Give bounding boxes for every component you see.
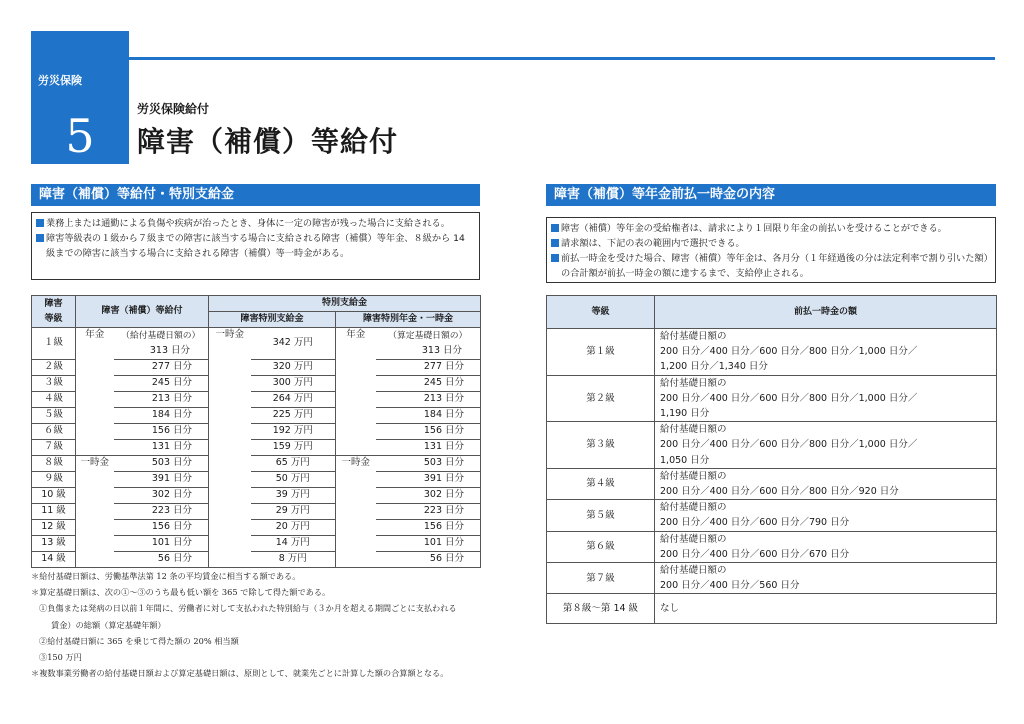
amount-label: 給付基礎日額の <box>660 502 727 514</box>
cell-special-type <box>336 392 376 408</box>
table-row <box>32 536 481 552</box>
left-info-box <box>31 212 480 280</box>
left-info-item: 業務上または通勤による負傷や疾病が治ったとき、身体に一定の障害が残った場合に支給される。 <box>36 216 475 231</box>
amount-label: 給付基礎日額の <box>660 377 727 389</box>
cell-grade: 13 級 <box>32 536 76 552</box>
chapter-number: 5 <box>65 109 95 163</box>
table-row <box>32 328 481 360</box>
cell-grade: ９級 <box>32 472 76 488</box>
cell-special-type: 一時金 <box>336 456 376 472</box>
th-special: 特別支給金 <box>209 296 481 312</box>
cell-special-pay: 50 万円 <box>251 472 336 488</box>
cell-benefit: 391 日分 <box>114 472 209 488</box>
amount-line: 1,190 日分 <box>660 408 710 420</box>
table-row <box>547 594 997 624</box>
cell-pay-type <box>209 536 251 552</box>
cell-grade: 10 級 <box>32 488 76 504</box>
right-info-item: 前払一時金を受けた場合、障害（補償）等年金は、各月分（１年経過後の分は法定利率で割り引いた額）の合計額が前払一時金の額に達するまで、支給停止される。 <box>551 251 991 281</box>
table-row <box>32 488 481 504</box>
cell-benefit: 101 日分 <box>114 536 209 552</box>
cell-pay-type <box>209 504 251 520</box>
cell-special: 101 日分 <box>376 536 481 552</box>
table-row <box>32 440 481 456</box>
table-row <box>32 504 481 520</box>
cell-special: 245 日分 <box>376 376 481 392</box>
cell-special-pay: 29 万円 <box>251 504 336 520</box>
th-amount: 前払一時金の額 <box>655 296 997 329</box>
cell-amount <box>655 500 997 531</box>
table-row <box>32 376 481 392</box>
cell-pay-type <box>209 552 251 568</box>
table-row <box>547 422 997 469</box>
table-row <box>32 392 481 408</box>
cell-rank: 第４級 <box>547 468 655 499</box>
cell-special: 391 日分 <box>376 472 481 488</box>
amount-label: 給付基礎日額の <box>660 424 727 436</box>
cell-special-type <box>336 488 376 504</box>
left-notes <box>31 568 457 681</box>
cell-grade: 11 級 <box>32 504 76 520</box>
cell-special-pay: 20 万円 <box>251 520 336 536</box>
cell-special: 503 日分 <box>376 456 481 472</box>
cell-pay-type <box>209 376 251 392</box>
note-line: ＊複数事業労働者の給付基礎日額および算定基礎日額は、原則として、就業先ごとに計算した額の合算額となる。 <box>31 668 449 679</box>
page-subtitle: 労災保険給付 <box>137 102 210 116</box>
right-info-item: 請求額は、下記の表の範囲内で選択できる。 <box>551 236 991 251</box>
cell-special-pay: 65 万円 <box>251 456 336 472</box>
cell-benefit: （給付基礎日額の） 313 日分 <box>114 328 209 360</box>
cell-special-pay: 192 万円 <box>251 424 336 440</box>
cell-benefit-type: 年金 <box>76 328 114 360</box>
cell-special: 156 日分 <box>376 424 481 440</box>
cell-special-type <box>336 440 376 456</box>
cell-amount <box>655 422 997 469</box>
cell-rank: 第２級 <box>547 375 655 422</box>
cell-special-pay: 159 万円 <box>251 440 336 456</box>
amount-line: 1,050 日分 <box>660 454 710 466</box>
table-row <box>32 520 481 536</box>
cell-rank: 第６級 <box>547 531 655 562</box>
note-line: 賃金）の総額（算定基礎年額） <box>51 619 166 630</box>
note-line: ＊算定基礎日額は、次の①〜③のうち最も低い額を 365 で除して得た額である。 <box>31 587 331 598</box>
chapter-tag: 労災保険 <box>38 74 82 87</box>
cell-benefit-type <box>76 360 114 376</box>
bullet-square-icon <box>551 224 559 232</box>
cell-special: 302 日分 <box>376 488 481 504</box>
cell-special-pay: 14 万円 <box>251 536 336 552</box>
cell-special-type <box>336 536 376 552</box>
cell-rank: 第３級 <box>547 422 655 469</box>
cell-grade: ５級 <box>32 408 76 424</box>
cell-grade: ３級 <box>32 376 76 392</box>
table-row <box>547 563 997 594</box>
table-row <box>32 424 481 440</box>
table-row <box>32 360 481 376</box>
cell-pay-type <box>209 360 251 376</box>
amount-label: 給付基礎日額の <box>660 533 727 545</box>
table-row <box>32 472 481 488</box>
cell-pay-type <box>209 456 251 472</box>
right-info-box <box>546 217 996 283</box>
cell-special-pay: 8 万円 <box>251 552 336 568</box>
cell-benefit: 184 日分 <box>114 408 209 424</box>
right-section-title: 障害（補償）等年金前払一時金の内容 <box>546 184 996 206</box>
cell-benefit-type <box>76 440 114 456</box>
cell-special-type <box>336 472 376 488</box>
table-row <box>547 375 997 422</box>
amount-label: 給付基礎日額の <box>660 331 727 342</box>
amount-line: 200 日分／400 日分／600 日分／800 日分／1,000 日分／ <box>660 439 918 451</box>
left-info-item: 障害等級表の１級から７級までの障害に該当する場合に支給される障害（補償）等年金、８級から 14 級までの障害に該当する場合に支給される障害（補償）等一時金がある。 <box>36 231 475 261</box>
cell-rank: 第８級〜第 14 級 <box>547 594 655 624</box>
table-row <box>547 468 997 499</box>
cell-special: 213 日分 <box>376 392 481 408</box>
amount-line: 200 日分／400 日分／600 日分／800 日分／920 日分 <box>660 486 899 498</box>
amount-line: 200 日分／400 日分／560 日分 <box>660 580 800 592</box>
table-row <box>32 552 481 568</box>
cell-special: 156 日分 <box>376 520 481 536</box>
cell-special-type: 年金 <box>336 328 376 360</box>
cell-special-type <box>336 376 376 392</box>
cell-special: 131 日分 <box>376 440 481 456</box>
cell-special-pay: 300 万円 <box>251 376 336 392</box>
cell-pay-type <box>209 392 251 408</box>
cell-benefit-type <box>76 376 114 392</box>
cell-benefit: 503 日分 <box>114 456 209 472</box>
cell-benefit-type <box>76 504 114 520</box>
note-line: ①負傷または発病の日以前１年間に、労働者に対して支払われた特別給与（３か月を超える期間ごとに支払われる <box>39 603 457 614</box>
cell-benefit: 156 日分 <box>114 520 209 536</box>
cell-amount <box>655 468 997 499</box>
bullet-square-icon <box>36 234 44 242</box>
cell-pay-type <box>209 424 251 440</box>
cell-special-pay: 342 万円 <box>251 328 336 360</box>
bullet-square-icon <box>551 254 559 262</box>
bullet-square-icon <box>551 239 559 247</box>
lump-sum-table <box>546 295 997 624</box>
cell-benefit-type <box>76 520 114 536</box>
th-rank: 等級 <box>547 296 655 329</box>
note-line: ②給付基礎日額に 365 を乗じて得た額の 20% 相当額 <box>39 635 239 646</box>
cell-benefit-type <box>76 392 114 408</box>
cell-grade: ７級 <box>32 440 76 456</box>
cell-benefit-type <box>76 552 114 568</box>
cell-amount: なし <box>655 594 997 624</box>
amount-label: 給付基礎日額の <box>660 470 727 482</box>
cell-benefit: 156 日分 <box>114 424 209 440</box>
cell-grade: ４級 <box>32 392 76 408</box>
cell-grade: ８級 <box>32 456 76 472</box>
th-benefit: 障害（補償）等給付 <box>76 296 209 328</box>
cell-pay-type <box>209 488 251 504</box>
cell-benefit-type <box>76 488 114 504</box>
table-row <box>547 329 997 376</box>
amount-label: 給付基礎日額の <box>660 565 727 577</box>
right-info-item: 障害（補償）等年金の受給権者は、請求により１回限り年金の前払いを受けることができる。 <box>551 221 991 236</box>
left-section-title: 障害（補償）等給付・特別支給金 <box>31 184 480 206</box>
page-title: 障害（補償）等給付 <box>137 125 399 158</box>
cell-amount <box>655 563 997 594</box>
benefit-unit-note: （給付基礎日額の） <box>121 331 201 341</box>
cell-special-type <box>336 520 376 536</box>
cell-pay-type <box>209 408 251 424</box>
amount-line: 200 日分／400 日分／600 日分／670 日分 <box>660 548 850 560</box>
cell-special-pay: 39 万円 <box>251 488 336 504</box>
cell-grade: 14 級 <box>32 552 76 568</box>
table-row <box>32 456 481 472</box>
cell-special-pay: 320 万円 <box>251 360 336 376</box>
cell-special: 56 日分 <box>376 552 481 568</box>
cell-amount <box>655 329 997 376</box>
cell-benefit: 277 日分 <box>114 360 209 376</box>
header-rule <box>129 57 995 60</box>
amount-line: 1,200 日分／1,340 日分 <box>660 361 768 373</box>
benefit-table <box>31 295 481 568</box>
cell-rank: 第７級 <box>547 563 655 594</box>
cell-special: （算定基礎日額の） 313 日分 <box>376 328 481 360</box>
cell-pay-type: 一時金 <box>209 328 251 360</box>
cell-special-type <box>336 504 376 520</box>
cell-benefit-type <box>76 536 114 552</box>
cell-special: 277 日分 <box>376 360 481 376</box>
cell-grade: ６級 <box>32 424 76 440</box>
chapter-block <box>31 31 129 164</box>
cell-grade: 12 級 <box>32 520 76 536</box>
table-row <box>547 500 997 531</box>
cell-pay-type <box>209 520 251 536</box>
note-line: ＊給付基礎日額は、労働基準法第 12 条の平均賃金に相当する額である。 <box>31 571 301 581</box>
cell-rank: 第１級 <box>547 329 655 376</box>
cell-benefit: 223 日分 <box>114 504 209 520</box>
cell-benefit: 213 日分 <box>114 392 209 408</box>
cell-special-type <box>336 552 376 568</box>
th-special-pay: 障害特別支給金 <box>209 312 336 328</box>
cell-special: 184 日分 <box>376 408 481 424</box>
cell-special-type <box>336 424 376 440</box>
cell-pay-type <box>209 472 251 488</box>
cell-benefit: 56 日分 <box>114 552 209 568</box>
amount-line: 200 日分／400 日分／600 日分／800 日分／1,000 日分／ <box>660 346 918 358</box>
bullet-square-icon <box>36 219 44 227</box>
cell-pay-type <box>209 440 251 456</box>
cell-grade: １級 <box>32 328 76 360</box>
th-grade: 障害 等級 <box>32 296 76 328</box>
cell-rank: 第５級 <box>547 500 655 531</box>
cell-benefit-type: 一時金 <box>76 456 114 472</box>
cell-special-pay: 225 万円 <box>251 408 336 424</box>
table-row <box>547 531 997 562</box>
cell-benefit: 131 日分 <box>114 440 209 456</box>
cell-special: 223 日分 <box>376 504 481 520</box>
cell-benefit-type <box>76 424 114 440</box>
th-special-pension: 障害特別年金・一時金 <box>336 312 481 328</box>
cell-benefit: 245 日分 <box>114 376 209 392</box>
amount-line: 200 日分／400 日分／600 日分／790 日分 <box>660 517 850 529</box>
cell-amount <box>655 531 997 562</box>
cell-benefit: 302 日分 <box>114 488 209 504</box>
cell-benefit-type <box>76 408 114 424</box>
cell-special-pay: 264 万円 <box>251 392 336 408</box>
cell-amount <box>655 375 997 422</box>
cell-benefit-type <box>76 472 114 488</box>
cell-grade: ２級 <box>32 360 76 376</box>
amount-line: 200 日分／400 日分／600 日分／800 日分／1,000 日分／ <box>660 392 918 404</box>
special-unit-note: （算定基礎日額の） <box>388 331 468 341</box>
cell-special-type <box>336 360 376 376</box>
note-line: ③150 万円 <box>39 652 82 663</box>
table-row <box>32 408 481 424</box>
cell-special-type <box>336 408 376 424</box>
